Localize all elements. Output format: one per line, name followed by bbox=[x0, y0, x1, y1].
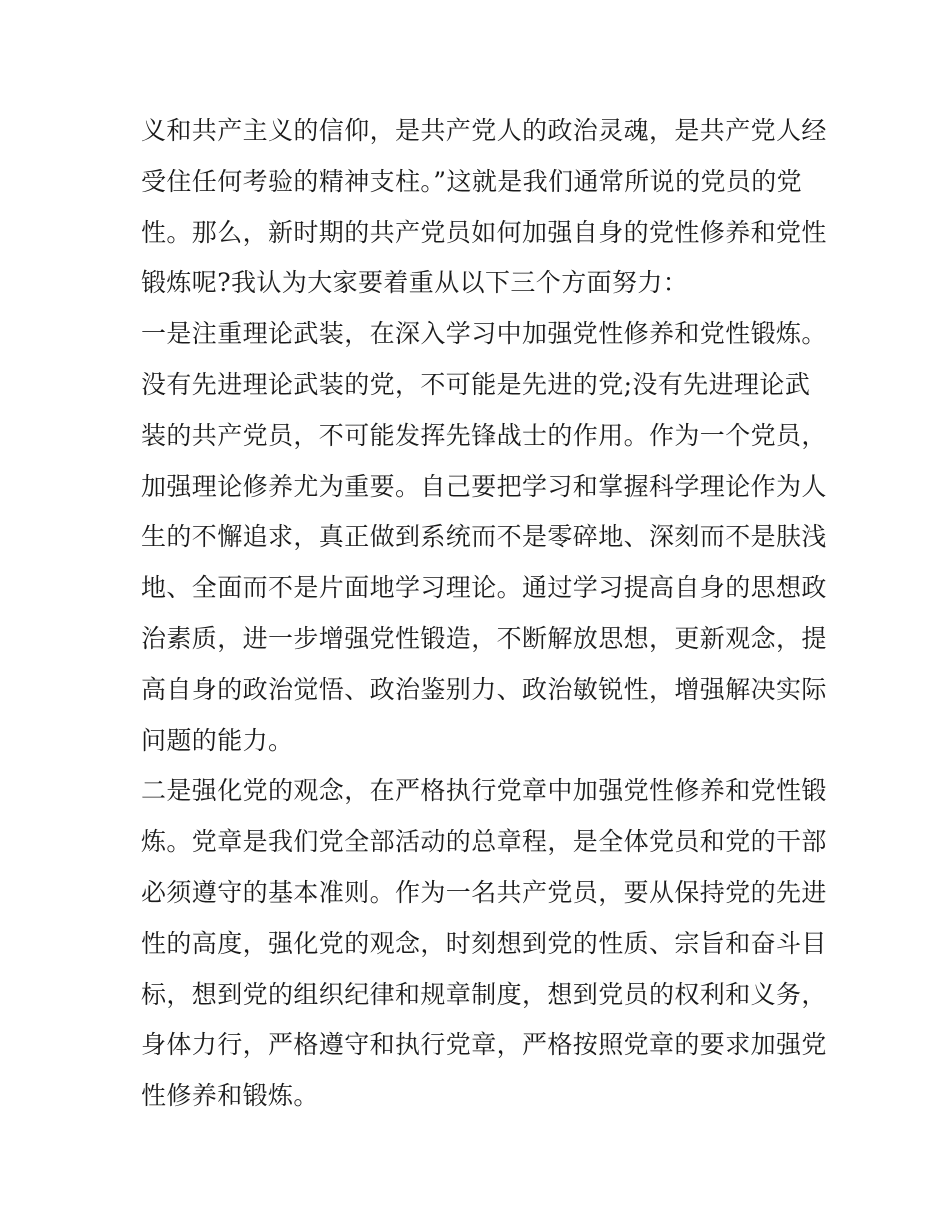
text-line: 性的高度，强化党的观念，时刻想到党的性质、宗旨和奋斗目 bbox=[141, 928, 827, 958]
text-line: 性。那么，新时期的共产党员如何加强自身的党性修养和党性 bbox=[141, 217, 827, 247]
text-line: 性修养和锻炼。 bbox=[141, 1081, 319, 1111]
text-line: 标，想到党的组织纪律和规章制度，想到党员的权利和义务， bbox=[141, 979, 827, 1009]
text-line: 地、全面而不是片面地学习理论。通过学习提高自身的思想政 bbox=[141, 573, 827, 603]
text-line: 高自身的政治觉悟、政治鉴别力、政治敏锐性，增强解决实际 bbox=[141, 674, 827, 704]
text-line: 装的共产党员，不可能发挥先锋战士的作用。作为一个党员， bbox=[141, 420, 827, 450]
body-text bbox=[141, 106, 827, 1122]
text-line: 炼。党章是我们党全部活动的总章程，是全体党员和党的干部 bbox=[141, 827, 827, 857]
text-line: 义和共产主义的信仰，是共产党人的政治灵魂，是共产党人经 bbox=[141, 116, 827, 145]
text-line: 生的不懈追求，真正做到系统而不是零碎地、深刻而不是肤浅 bbox=[141, 522, 827, 552]
text-line: 加强理论修养尤为重要。自己要把学习和掌握科学理论作为人 bbox=[141, 471, 827, 501]
text-line: 治素质，进一步增强党性锻造，不断解放思想，更新观念，提 bbox=[141, 623, 827, 653]
text-line: 锻炼呢?我认为大家要着重从以下三个方面努力： bbox=[141, 268, 689, 298]
text-line: 没有先进理论武装的党，不可能是先进的党;没有先进理论武 bbox=[141, 369, 811, 399]
text-line: 问题的能力。 bbox=[141, 725, 294, 755]
text-line: 必须遵守的基本准则。作为一名共产党员，要从保持党的先进 bbox=[141, 877, 827, 907]
paragraph-heading-one: 一是注重理论武装，在深入学习中加强党性修养和党性锻炼。 bbox=[141, 319, 827, 349]
text-line: 身体力行，严格遵守和执行党章，严格按照党章的要求加强党 bbox=[141, 1030, 827, 1060]
paragraph-heading-two: 二是强化党的观念，在严格执行党章中加强党性修养和党性锻 bbox=[141, 776, 827, 806]
text-line: 受住任何考验的精神支柱。”这就是我们通常所说的党员的党 bbox=[141, 166, 803, 196]
